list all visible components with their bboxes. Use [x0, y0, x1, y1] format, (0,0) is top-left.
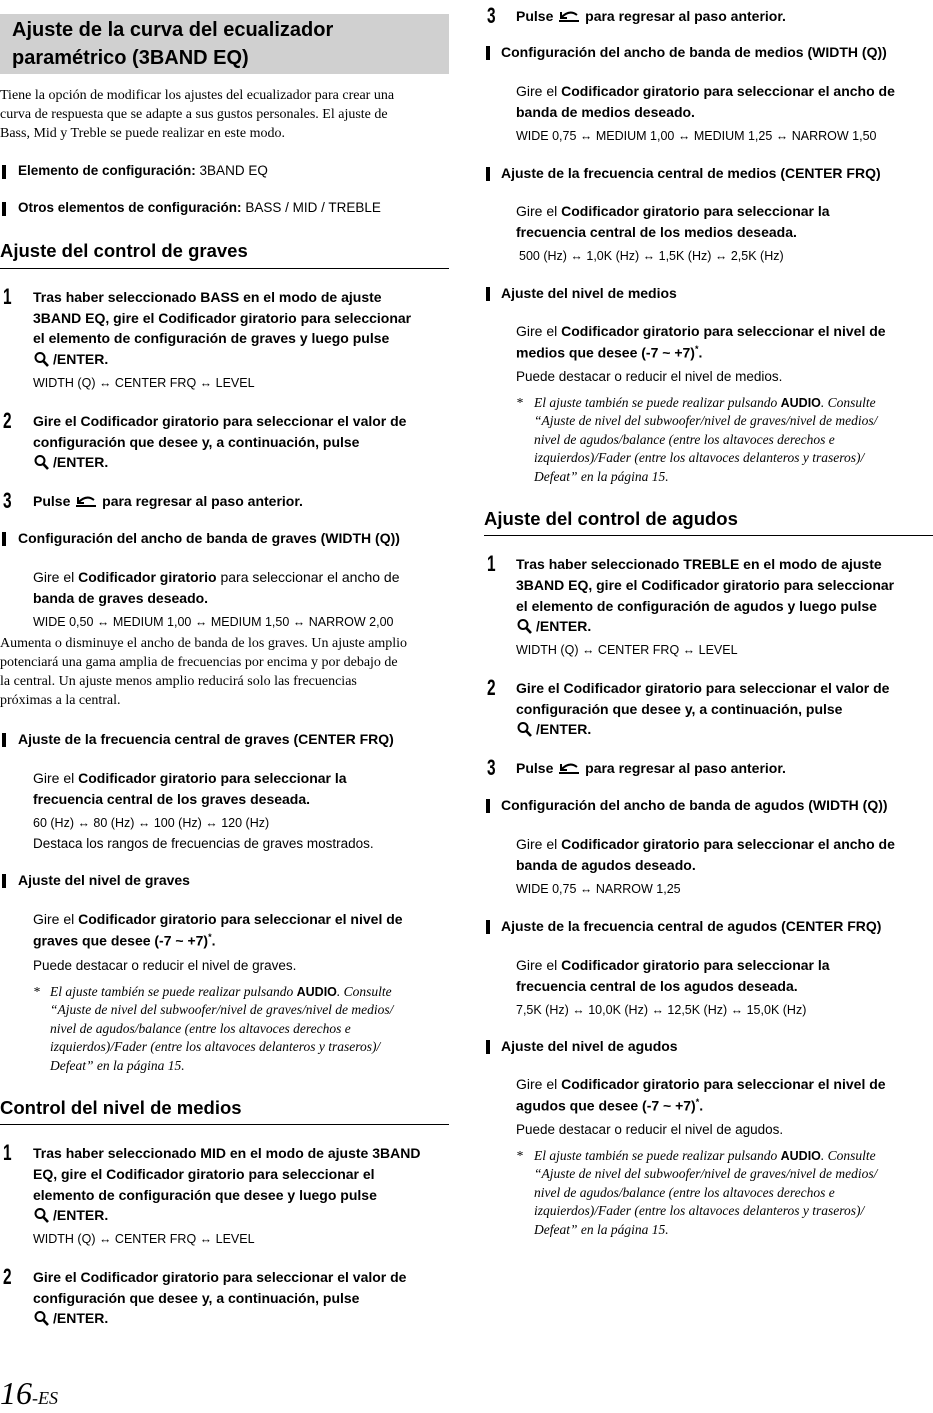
- bullet-marker: [486, 799, 490, 813]
- footnote-text: nivel de agudos/balance (entre los altavoces derechos e: [50, 1021, 351, 1036]
- heading-rule: [484, 535, 933, 536]
- instruction-text: Gire el Codificador giratorio para seleccionar la: [33, 770, 347, 786]
- step-number: 2: [487, 675, 496, 700]
- subsection-title: Ajuste del nivel de agudos: [501, 1038, 678, 1054]
- instruction-text: graves que desee (-7 ~ +7)*.: [33, 932, 216, 949]
- step-number: 1: [3, 1140, 12, 1165]
- step-text: configuración que desee y, a continuación, pulse: [33, 1290, 360, 1306]
- step-number: 3: [3, 488, 12, 513]
- footnote-star: *: [516, 395, 523, 410]
- footnote-text: El ajuste también se puede realizar pulsando AUDIO. Consulte: [534, 1148, 876, 1163]
- step-text: Gire el Codificador giratorio para seleccionar el valor de: [33, 1269, 407, 1285]
- search-icon: [33, 454, 53, 470]
- step-text: Gire el Codificador giratorio para seleccionar el valor de: [33, 413, 407, 429]
- bullet-marker: [2, 733, 6, 747]
- footnote-text: “Ajuste de nivel del subwoofer/nivel de graves/nivel de medios/: [534, 1166, 878, 1181]
- instruction-text: banda de medios deseado.: [516, 104, 695, 120]
- subsection-title: Configuración del ancho de banda de agudos (WIDTH (Q)): [501, 797, 888, 813]
- instruction-text: Gire el Codificador giratorio para seleccionar el nivel de: [516, 323, 886, 339]
- instruction-text: frecuencia central de los graves deseada.: [33, 791, 311, 807]
- step-number: 1: [487, 551, 496, 576]
- section-title-box: [0, 14, 449, 74]
- step-text: /ENTER.: [33, 1207, 108, 1223]
- bullet-marker: [2, 874, 6, 888]
- option-list: 60 (Hz) ↔ 80 (Hz) ↔ 100 (Hz) ↔ 120 (Hz): [33, 816, 270, 830]
- subsection-title: Ajuste del nivel de graves: [18, 872, 190, 888]
- step-text: Tras haber seleccionado BASS en el modo de ajuste: [33, 289, 382, 305]
- search-icon: [33, 351, 53, 367]
- bullet-marker: [486, 167, 490, 181]
- description-text: Puede destacar o reducir el nivel de graves.: [33, 958, 297, 973]
- option-list: WIDTH (Q) ↔ CENTER FRQ ↔ LEVEL: [33, 1232, 255, 1246]
- description-text: la central. Un ajuste menos amplio reducirá solo las frecuencias: [0, 674, 357, 689]
- treble-heading: Ajuste del control de agudos: [484, 508, 738, 529]
- step-number: 3: [487, 755, 496, 780]
- config-item-value: 3BAND EQ: [199, 163, 268, 178]
- heading-rule: [0, 1124, 449, 1125]
- bullet-marker: [486, 1040, 490, 1054]
- bass-heading: Ajuste del control de graves: [0, 240, 248, 261]
- mid-heading: Control del nivel de medios: [0, 1097, 242, 1118]
- instruction-text: banda de graves deseado.: [33, 590, 209, 606]
- description-text: próximas a la central.: [0, 693, 121, 708]
- step-text: Pulse para regresar al paso anterior.: [33, 493, 303, 509]
- heading-rule: [0, 268, 449, 269]
- description-text: Puede destacar o reducir el nivel de agudos.: [516, 1122, 784, 1137]
- bullet-marker: [2, 165, 6, 179]
- footnote-text: “Ajuste de nivel del subwoofer/nivel de graves/nivel de medios/: [534, 413, 878, 428]
- subsection-title: Ajuste de la frecuencia central de medios (CENTER FRQ): [501, 165, 881, 181]
- step-text: configuración que desee y, a continuación, pulse: [33, 434, 360, 450]
- subsection-title: Ajuste del nivel de medios: [501, 285, 677, 301]
- step-text: Pulse para regresar al paso anterior.: [516, 760, 786, 776]
- option-list: WIDTH (Q) ↔ CENTER FRQ ↔ LEVEL: [33, 376, 255, 390]
- step-text: 3BAND EQ, gire el Codificador giratorio para seleccionar: [33, 310, 412, 326]
- footnote-text: Defeat” en la página 15.: [50, 1058, 185, 1073]
- footnote-text: izquierdos)/Fader (entre los altavoces delanteros y traseros)/: [534, 450, 865, 465]
- option-list: 7,5K (Hz) ↔ 10,0K (Hz) ↔ 12,5K (Hz) ↔ 15,0K (Hz): [516, 1003, 807, 1017]
- footnote-star: *: [516, 1148, 523, 1163]
- section-title-line: Ajuste de la curva del ecualizador: [12, 19, 334, 41]
- step-number: 2: [3, 408, 12, 433]
- subsection-title: Ajuste de la frecuencia central de graves (CENTER FRQ): [18, 731, 394, 747]
- option-list: WIDE 0,75 ↔ NARROW 1,25: [516, 882, 681, 896]
- step-text: el elemento de configuración de graves y luego pulse: [33, 330, 390, 346]
- instruction-text: frecuencia central de los agudos deseada.: [516, 978, 798, 994]
- back-icon: [557, 8, 581, 24]
- search-icon: [516, 721, 536, 737]
- footnote-star: *: [33, 984, 40, 999]
- intro-text: Tiene la opción de modificar los ajustes del ecualizador para crear una: [0, 88, 395, 103]
- option-list: WIDE 0,50 ↔ MEDIUM 1,00 ↔ MEDIUM 1,50 ↔ NARROW 2,00: [33, 615, 394, 629]
- instruction-text: Gire el Codificador giratorio para seleccionar el ancho de: [33, 569, 400, 585]
- other-items-label: Otros elementos de configuración:: [18, 200, 242, 215]
- step-number: 1: [3, 284, 12, 309]
- step-text: Tras haber seleccionado MID en el modo de ajuste 3BAND: [33, 1145, 421, 1161]
- footnote-text: nivel de agudos/balance (entre los altavoces derechos e: [534, 432, 835, 447]
- bullet-marker: [486, 287, 490, 301]
- instruction-text: Gire el Codificador giratorio para seleccionar la: [516, 203, 830, 219]
- instruction-text: Gire el Codificador giratorio para seleccionar el nivel de: [33, 911, 403, 927]
- step-text: 3BAND EQ, gire el Codificador giratorio para seleccionar: [516, 577, 895, 593]
- other-items-line: [18, 200, 381, 215]
- option-list: WIDE 0,75 ↔ MEDIUM 1,00 ↔ MEDIUM 1,25 ↔ NARROW 1,50: [516, 129, 877, 143]
- intro-text: curva de respuesta que se adapte a sus gustos personales. El ajuste de: [0, 107, 388, 122]
- search-icon: [33, 1207, 53, 1223]
- instruction-text: Gire el Codificador giratorio para seleccionar el ancho de: [516, 836, 895, 852]
- description-text: Puede destacar o reducir el nivel de medios.: [516, 369, 783, 384]
- search-icon: [33, 1310, 53, 1326]
- description-text: potenciará una gama amplia de frecuencias por encima y por debajo de: [0, 655, 398, 670]
- instruction-text: frecuencia central de los medios deseada.: [516, 224, 797, 240]
- footnote-text: nivel de agudos/balance (entre los altavoces derechos e: [534, 1185, 835, 1200]
- subsection-title: Configuración del ancho de banda de medios (WIDTH (Q)): [501, 44, 887, 60]
- bullet-marker: [486, 46, 490, 60]
- step-text: configuración que desee y, a continuación, pulse: [516, 701, 843, 717]
- subsection-title: Configuración del ancho de banda de graves (WIDTH (Q)): [18, 530, 400, 546]
- footnote-text: Defeat” en la página 15.: [534, 1222, 669, 1237]
- step-text: el elemento de configuración de agudos y luego pulse: [516, 598, 877, 614]
- instruction-text: banda de agudos deseado.: [516, 857, 696, 873]
- step-text: Tras haber seleccionado TREBLE en el modo de ajuste: [516, 556, 882, 572]
- step-text: /ENTER.: [516, 618, 591, 634]
- footnote-text: El ajuste también se puede realizar pulsando AUDIO. Consulte: [50, 984, 392, 999]
- subsection-title: Ajuste de la frecuencia central de agudos (CENTER FRQ): [501, 918, 882, 934]
- footnote-text: Defeat” en la página 15.: [534, 469, 669, 484]
- bullet-marker: [2, 532, 6, 546]
- step-text: Gire el Codificador giratorio para seleccionar el valor de: [516, 680, 890, 696]
- step-text: /ENTER.: [33, 1310, 108, 1326]
- back-icon: [74, 493, 98, 509]
- step-number: 2: [3, 1264, 12, 1289]
- instruction-text: medios que desee (-7 ~ +7)*.: [516, 344, 703, 361]
- bullet-marker: [2, 202, 6, 216]
- footnote-text: izquierdos)/Fader (entre los altavoces delanteros y traseros)/: [534, 1203, 865, 1218]
- instruction-text: Gire el Codificador giratorio para seleccionar la: [516, 957, 830, 973]
- description-text: Aumenta o disminuye el ancho de banda de los graves. Un ajuste amplio: [0, 636, 408, 651]
- page-number: 16-ES: [0, 1375, 58, 1411]
- step-text: Pulse para regresar al paso anterior.: [516, 8, 786, 24]
- instruction-text: Gire el Codificador giratorio para seleccionar el nivel de: [516, 1076, 886, 1092]
- section-title-line: paramétrico (3BAND EQ): [12, 47, 249, 69]
- option-list: 500 (Hz) ↔ 1,0K (Hz) ↔ 1,5K (Hz) ↔ 2,5K (Hz): [519, 249, 784, 263]
- config-item-line: [18, 163, 268, 178]
- step-text: elemento de configuración que desee y luego pulse: [33, 1187, 377, 1203]
- other-items-value: BASS / MID / TREBLE: [245, 200, 381, 215]
- config-item-label: Elemento de configuración:: [18, 163, 196, 178]
- bullet-marker: [486, 920, 490, 934]
- step-text: /ENTER.: [33, 454, 108, 470]
- description-text: Destaca los rangos de frecuencias de graves mostrados.: [33, 836, 374, 851]
- step-text: /ENTER.: [33, 351, 108, 367]
- footnote-text: izquierdos)/Fader (entre los altavoces delanteros y traseros)/: [50, 1039, 381, 1054]
- option-list: WIDTH (Q) ↔ CENTER FRQ ↔ LEVEL: [516, 643, 738, 657]
- instruction-text: agudos que desee (-7 ~ +7)*.: [516, 1097, 704, 1114]
- search-icon: [516, 618, 536, 634]
- step-text: /ENTER.: [516, 721, 591, 737]
- footnote-text: “Ajuste de nivel del subwoofer/nivel de graves/nivel de medios/: [50, 1002, 394, 1017]
- step-number: 3: [487, 3, 496, 28]
- back-icon: [557, 760, 581, 776]
- step-text: EQ, gire el Codificador giratorio para seleccionar el: [33, 1166, 375, 1182]
- instruction-text: Gire el Codificador giratorio para seleccionar el ancho de: [516, 83, 895, 99]
- intro-text: Bass, Mid y Treble se puede realizar en este modo.: [0, 126, 285, 141]
- footnote-text: El ajuste también se puede realizar pulsando AUDIO. Consulte: [534, 395, 876, 410]
